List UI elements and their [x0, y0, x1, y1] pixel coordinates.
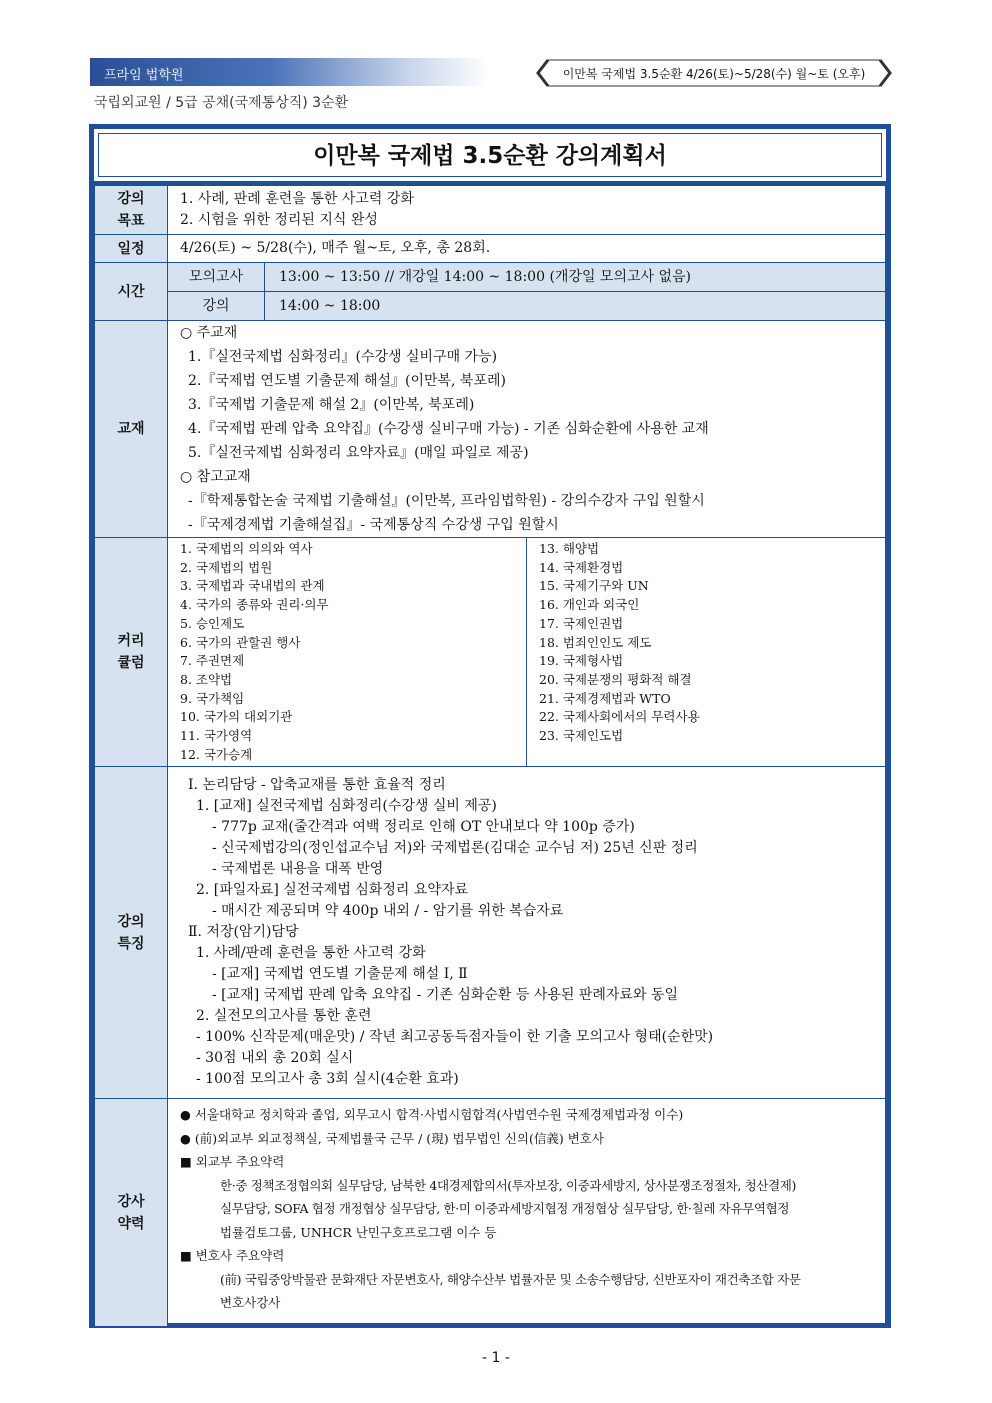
schedule-value: 4/26(토) ~ 5/28(수), 매주 월~토, 오후, 총 28회.	[168, 235, 886, 263]
row-curriculum	[95, 538, 886, 767]
feature-line: - 100점 모의고사 총 3회 실시(4순환 효과)	[196, 1071, 459, 1088]
time-row-value: 13:00 ~ 13:50 // 개강일 14:00 ~ 18:00 (개강일 모의고사 없음)	[265, 263, 886, 292]
feature-line: - 매시간 제공되며 약 400p 내외 / - 암기를 위한 복습자료	[212, 903, 564, 920]
curriculum-item: 5. 승인제도	[180, 615, 245, 631]
feature-line: - [교재] 국제법 연도별 기출문제 해설 Ⅰ, Ⅱ	[212, 966, 468, 983]
label-curriculum-line1: 커리	[117, 633, 145, 650]
curriculum-item: 16. 개인과 외국인	[539, 597, 640, 613]
textbook-item: 1.『실전국제법 심화정리』(수강생 실비구매 가능)	[188, 349, 498, 365]
label-schedule: 일정	[95, 235, 168, 263]
row-goal	[95, 186, 886, 235]
instructor-line: (前) 국립중앙박물관 문화재단 자문변호사, 해양수산부 법률자문 및 소송수행담당, 신반포자이 재건축조합 자문	[220, 1271, 801, 1287]
plan-table	[94, 185, 886, 1327]
curriculum-content	[168, 538, 886, 767]
curriculum-table	[168, 538, 885, 766]
curriculum-item: 4. 국가의 종류와 권리·의무	[180, 597, 329, 613]
instructor-content	[168, 1099, 886, 1327]
label-goal	[95, 186, 168, 235]
feature-line: - 국제법론 내용을 대폭 반영	[212, 861, 384, 878]
curriculum-item: 3. 국제법과 국내법의 관계	[180, 578, 325, 594]
textbook-content	[168, 321, 886, 538]
label-curriculum	[95, 538, 168, 767]
textbook-ref-item: -『국제경제법 기출해설집』- 국제통상직 수강생 구입 원할시	[188, 517, 559, 533]
feature-line: - 100% 신작문제(매운맛) / 작년 최고공동득점자들이 한 기출 모의고사 형태(순한맛)	[196, 1029, 714, 1046]
plan-frame	[89, 124, 891, 1328]
curriculum-item: 10. 국가의 대외기관	[180, 709, 293, 725]
curriculum-item: 23. 국제인도법	[539, 728, 624, 744]
curriculum-item: 22. 국제사회에서의 무력사용	[539, 709, 700, 725]
curriculum-item: 2. 국제법의 법원	[180, 559, 273, 575]
curriculum-item: 1. 국제법의 의의와 역사	[180, 541, 313, 556]
goal-content	[168, 186, 886, 235]
features-content	[168, 767, 886, 1099]
row-textbook	[95, 321, 886, 538]
time-row-name: 모의고사	[168, 263, 265, 292]
feature-line: 2. 실전모의고사를 통한 훈련	[196, 1008, 372, 1025]
feature-line: - 신국제법강의(정인섭교수님 저)와 국제법론(김대순 교수님 저) 25년 신판 정리	[212, 840, 698, 857]
curriculum-item: 13. 해양법	[539, 541, 600, 556]
curriculum-item: 18. 범죄인인도 제도	[539, 634, 652, 650]
instructor-line: 변호사강사	[220, 1295, 281, 1311]
curriculum-item: 9. 국가책임	[180, 690, 245, 706]
curriculum-item: 21. 국제경제법과 WTO	[539, 690, 671, 706]
row-time	[95, 263, 886, 321]
instructor-line: 한·중 정책조정협의회 실무담당, 남북한 4대경제합의서(투자보장, 이중과세방지, 상사분쟁조정절차, 청산결제)	[220, 1177, 797, 1193]
feature-line: Ⅱ. 저장(암기)담당	[188, 924, 299, 941]
curriculum-item: 14. 국제환경법	[539, 559, 624, 575]
feature-line: - [교재] 국제법 판례 압축 요약집 - 기존 심화순환 등 사용된 판례자료와 동일	[212, 987, 678, 1004]
label-instructor	[95, 1099, 168, 1327]
feature-line: 1. [교재] 실전국제법 심화정리(수강생 실비 제공)	[196, 798, 497, 815]
feature-line: 1. 사례/판례 훈련을 통한 사고력 강화	[196, 945, 426, 962]
time-table	[168, 263, 885, 320]
label-goal-line2: 목표	[117, 213, 145, 229]
textbook-item: 5.『실전국제법 심화정리 요약자료』(매일 파일로 제공)	[188, 445, 529, 461]
brand-name: 프라임 법학원	[104, 68, 184, 83]
course-tag-text: 이만복 국제법 3.5순환 4/26(토)~5/28(수) 월~토 (오후)	[562, 67, 866, 81]
time-row-value: 14:00 ~ 18:00	[265, 292, 886, 321]
textbook-item: 3.『국제법 기출문제 해설 2』(이만복, 북포레)	[188, 397, 475, 413]
label-features-line1: 강의	[117, 913, 145, 930]
curriculum-right	[527, 538, 886, 766]
label-instructor-line1: 강사	[117, 1193, 145, 1210]
label-time: 시간	[95, 263, 168, 321]
feature-line: - 30점 내외 총 20회 실시	[196, 1050, 354, 1067]
page-number: - 1 -	[482, 1350, 510, 1366]
textbook-item: 4.『국제법 판례 압축 요약집』(수강생 실비구매 가능) - 기존 심화순환에 사용한 교재	[188, 421, 709, 437]
page-title: 이만복 국제법 3.5순환 강의계획서	[98, 133, 882, 177]
label-textbook: 교재	[95, 321, 168, 538]
textbook-main-head: ○ 주교재	[180, 325, 238, 341]
time-content	[168, 263, 886, 321]
course-tag	[534, 58, 894, 88]
label-curriculum-line2: 큘럼	[117, 655, 145, 672]
curriculum-item: 19. 국제형사법	[539, 653, 624, 669]
label-instructor-line2: 약력	[117, 1215, 145, 1232]
label-features-line2: 특징	[117, 935, 145, 952]
instructor-line: 실무담당, SOFA 협정 개정협상 실무담당, 한·미 이중과세방지협정 개정협상 실무담당, 한·칠레 자유무역협정	[220, 1201, 790, 1217]
instructor-line: ■ 외교부 주요약력	[180, 1154, 285, 1170]
label-goal-line1: 강의	[117, 191, 145, 207]
feature-line: 2. [파일자료] 실전국제법 심화정리 요약자료	[196, 882, 468, 899]
goal-line: 1. 사례, 판례 훈련을 통한 사고력 강화	[180, 191, 414, 207]
textbook-item: 2.『국제법 연도별 기출문제 해설』(이만복, 북포레)	[188, 373, 506, 389]
instructor-line: ■ 변호사 주요약력	[180, 1248, 285, 1264]
row-features	[95, 767, 886, 1099]
feature-line: Ⅰ. 논리담당 - 압축교재를 통한 효율적 정리	[188, 777, 446, 794]
goal-line: 2. 시험을 위한 정리된 지식 완성	[180, 212, 378, 228]
brand-band	[90, 58, 490, 86]
instructor-line: ● (前)외교부 외교정책실, 국제법률국 근무 / (現) 법무법인 신의(信義) 변호사	[180, 1130, 604, 1146]
curriculum-item: 12. 국가승계	[180, 746, 253, 762]
textbook-ref-item: -『학제통합논술 국제법 기출해설』(이만복, 프라임법학원) - 강의수강자 구입 원할시	[188, 493, 705, 509]
curriculum-left	[168, 538, 527, 766]
subhead: 국립외교원 / 5급 공채(국제통상직) 3순환	[94, 95, 349, 111]
curriculum-item: 17. 국제인권법	[539, 615, 624, 631]
curriculum-item: 6. 국가의 관할권 행사	[180, 634, 301, 650]
row-instructor	[95, 1099, 886, 1327]
curriculum-item: 20. 국제분쟁의 평화적 해결	[539, 671, 692, 687]
row-schedule	[95, 235, 886, 263]
curriculum-item: 8. 조약법	[180, 671, 233, 687]
instructor-line: ● 서울대학교 정치학과 졸업, 외무고시 합격·사법시험합격(사법연수원 국제경제법과정 이수)	[180, 1107, 684, 1123]
curriculum-item: 11. 국가영역	[180, 728, 253, 744]
curriculum-item: 15. 국제기구와 UN	[539, 578, 649, 594]
time-row-name: 강의	[168, 292, 265, 321]
curriculum-item: 7. 주권면제	[180, 653, 245, 669]
textbook-ref-head: ○ 참고교재	[180, 469, 251, 485]
instructor-line: 법률검토그룹, UNHCR 난민구호프로그램 이수 등	[220, 1224, 497, 1240]
label-features	[95, 767, 168, 1099]
feature-line: - 777p 교재(줄간격과 여백 정리로 인해 OT 안내보다 약 100p 증가)	[212, 819, 635, 836]
